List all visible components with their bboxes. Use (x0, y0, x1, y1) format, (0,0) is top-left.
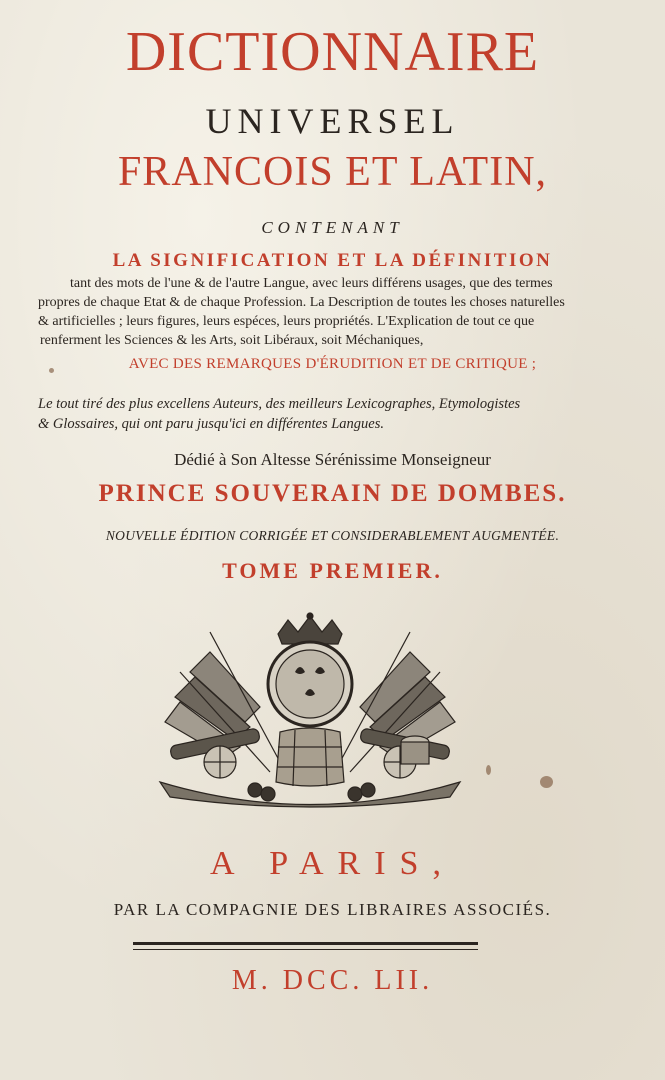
sources-line: Le tout tiré des plus excellens Auteurs, des meilleurs Lexicographes, Etymologistes (38, 396, 521, 412)
subtitle-universel: UNIVERSEL (205, 101, 460, 141)
remarques-heading: AVEC DES REMARQUES D'ÉRUDITION ET DE CRITIQUE ; (128, 356, 537, 372)
foxing-stain (49, 368, 54, 373)
imprint-year: M. DCC. LII. (231, 965, 434, 996)
imprint-publisher: PAR LA COMPAGNIE DES LIBRAIRES ASSOCIÉS. (113, 900, 552, 919)
contenant-heading: CONTENANT (261, 218, 404, 237)
dedication-line: Dédié à Son Altesse Sérénissime Monseigneur (174, 450, 491, 469)
imprint-place: A PARIS, (210, 845, 455, 882)
divider-rule (133, 942, 478, 945)
volume-label: TOME PREMIER. (222, 558, 443, 583)
description-line: propres de chaque Etat & de chaque Profession. La Description de toutes les choses naturelles (38, 295, 565, 310)
engraved-vignette-icon (150, 612, 470, 817)
book-title: DICTIONNAIRE (125, 21, 540, 83)
foxing-stain (540, 776, 553, 788)
description-line: renferment les Sciences & les Arts, soit Libéraux, soit Méchaniques, (40, 333, 424, 348)
edition-note: NOUVELLE ÉDITION CORRIGÉE ET CONSIDERABLEMENT AUGMENTÉE. (105, 528, 560, 543)
prince-dedicatee: PRINCE SOUVERAIN DE DOMBES. (98, 480, 567, 507)
foxing-stain (486, 765, 491, 775)
description-line: & artificielles ; leurs figures, leurs espéces, leurs propriétés. L'Explication de tout ce que (38, 314, 535, 329)
divider-rule (133, 949, 478, 950)
subtitle-francois-latin: FRANCOIS ET LATIN, (117, 149, 548, 195)
description-line: tant des mots de l'une & de l'autre Langue, avec leurs différens usages, que des termes (70, 276, 553, 291)
signification-heading: LA SIGNIFICATION ET LA DÉFINITION (112, 250, 553, 271)
sources-line: & Glossaires, qui ont paru jusqu'ici en différentes Langues. (38, 416, 384, 432)
